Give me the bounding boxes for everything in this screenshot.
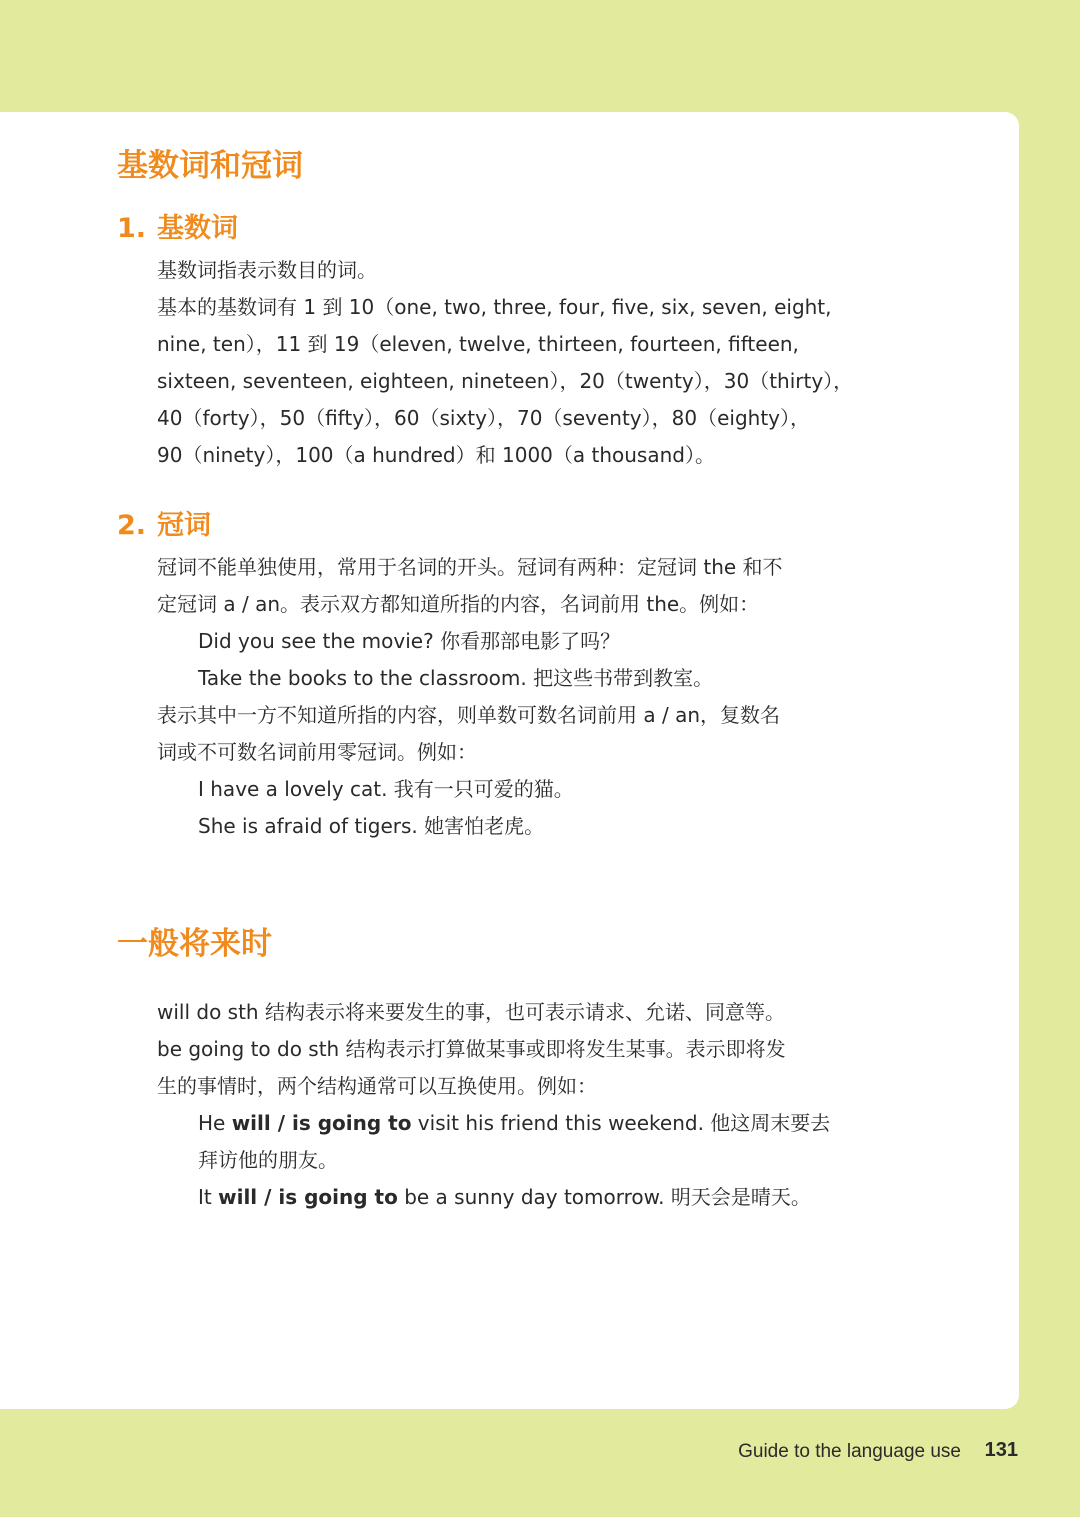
example-post: visit his friend this weekend. 他这周末要去 xyxy=(411,1111,831,1135)
subsection-label: 基数词 xyxy=(157,213,238,244)
text-line: sixteen, seventeen, eighteen, nineteen），20（twenty），30（thirty）， xyxy=(157,369,854,393)
example-sentence xyxy=(157,1105,869,1142)
page-number: 131 xyxy=(984,1439,1018,1461)
subsection-title-cardinal-numbers xyxy=(117,211,238,247)
text-line: 生的事情时，两个结构通常可以互换使用。例如： xyxy=(157,1074,597,1098)
section-title-cardinal-articles: 基数词和冠词 xyxy=(117,148,303,184)
text-line: 词或不可数名词前用零冠词。例如： xyxy=(157,740,477,764)
example-bold-phrase: will / is going to xyxy=(218,1185,398,1209)
example-sentence xyxy=(157,1179,869,1216)
example-pre: It xyxy=(198,1185,219,1209)
text-line: 冠词不能单独使用，常用于名词的开头。冠词有两种：定冠词 the 和不 xyxy=(157,555,783,579)
text-line: 定冠词 a / an。表示双方都知道所指的内容，名词前用 the。例如： xyxy=(157,592,760,616)
example-sentence: I have a lovely cat. 我有一只可爱的猫。 xyxy=(198,777,574,801)
future-tense-paragraph xyxy=(157,994,869,1216)
text-line: 90（ninety），100（a hundred）和 1000（a thousand）。 xyxy=(157,443,715,467)
subsection-label: 冠词 xyxy=(157,510,211,541)
text-line: 基本的基数词有 1 到 10（one, two, three, four, five, six, seven, eight, xyxy=(157,295,832,319)
subsection-number: 1. xyxy=(117,213,147,244)
example-continuation: 拜访他的朋友。 xyxy=(198,1148,338,1172)
text-line: nine, ten），11 到 19（eleven, twelve, thirteen, fourteen, fifteen, xyxy=(157,332,799,356)
text-line: will do sth 结构表示将来要发生的事，也可表示请求、允诺、同意等。 xyxy=(157,1000,785,1024)
example-bold-phrase: will / is going to xyxy=(231,1111,412,1135)
text-line: 40（forty），50（fifty），60（sixty），70（seventy），80（eighty）， xyxy=(157,406,811,430)
text-line: 表示其中一方不知道所指的内容，则单数可数名词前用 a / an，复数名 xyxy=(157,703,780,727)
example-post: be a sunny day tomorrow. 明天会是晴天。 xyxy=(397,1185,811,1209)
example-pre: He xyxy=(198,1111,232,1135)
articles-paragraph xyxy=(157,549,869,845)
footer-book-title: Guide to the language use xyxy=(738,1441,961,1462)
example-sentence: She is afraid of tigers. 她害怕老虎。 xyxy=(198,814,545,838)
text-line: 基数词指表示数目的词。 xyxy=(157,258,377,282)
section-title-future-tense: 一般将来时 xyxy=(117,926,272,962)
subsection-title-articles xyxy=(117,508,211,544)
subsection-number: 2. xyxy=(117,510,147,541)
text-line: be going to do sth 结构表示打算做某事或即将发生某事。表示即将发 xyxy=(157,1037,786,1061)
cardinal-numbers-paragraph xyxy=(157,252,869,474)
example-sentence: Did you see the movie? 你看那部电影了吗？ xyxy=(198,629,621,653)
example-sentence: Take the books to the classroom. 把这些书带到教室。 xyxy=(198,666,714,690)
